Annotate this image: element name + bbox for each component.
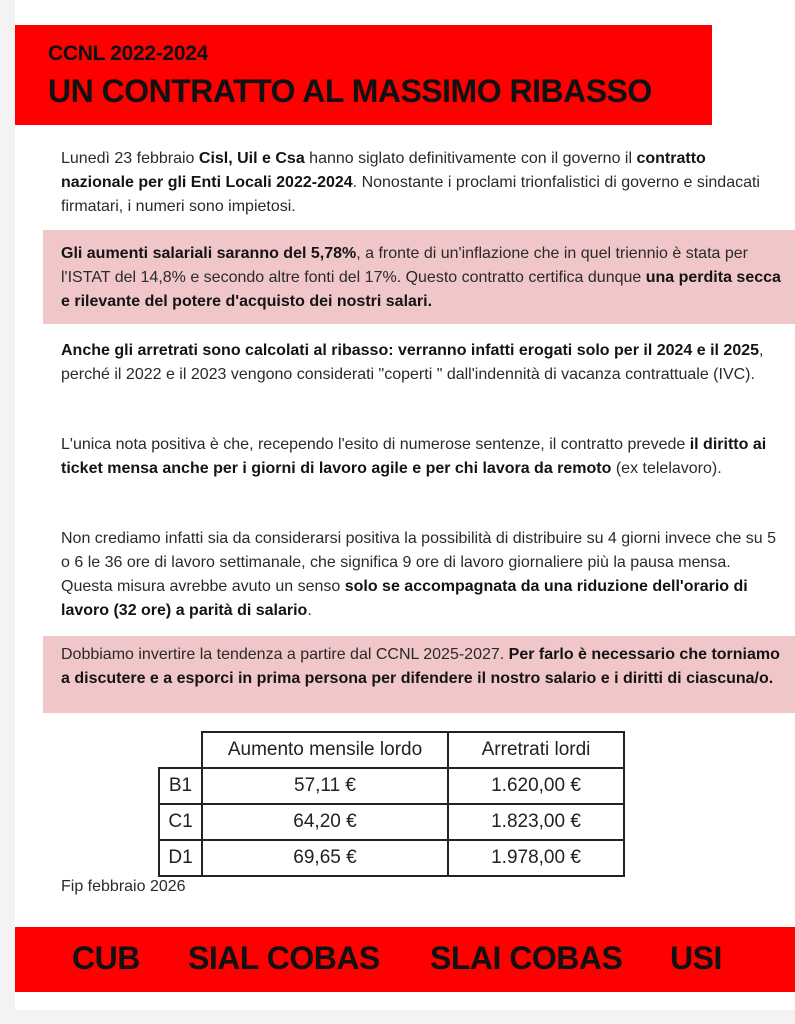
text: Non crediamo infatti sia da considerarsi positiva la possibilità di distribuire su 4 giorni invece che su 5 o 6 le 36 ore di lavoro settimanale, che significa 9 ore di lavoro giornaliere più la pausa mensa. Questa misura avrebbe avuto un senso — [61, 530, 777, 595]
bold-text: solo se accompagnata da una riduzione dell'orario di lavoro (32 ore) a parità di salario — [61, 578, 748, 619]
paragraph-call-to-action — [61, 643, 781, 691]
unions-banner — [15, 927, 795, 992]
table-row — [159, 804, 624, 840]
row-level: B1 — [159, 768, 202, 804]
text: hanno siglato definitivamente con il governo il — [304, 150, 637, 167]
bold-text: contratto nazionale per gli Enti Locali 2022-2024 — [61, 150, 706, 191]
paragraph-arrears — [61, 339, 781, 387]
bold-text: Cisl, Uil e Csa — [198, 150, 305, 167]
monthly-value: 69,65 € — [202, 840, 448, 876]
text: , perché il 2022 e il 2023 vengono considerati "coperti " dall'indennità di vacanza contrattuale (IVC). — [61, 342, 764, 383]
monthly-value: 57,11 € — [202, 768, 448, 804]
bold-text: Anche gli arretrati sono calcolati al ribasso: verranno infatti erogati solo per il 2024 e il 2025 — [61, 342, 760, 359]
text: Dobbiamo invertire la tendenza a partire dal CCNL 2025-2027. — [61, 646, 509, 663]
row-level: C1 — [159, 804, 202, 840]
union-slai-cobas: SLAI COBAS — [430, 940, 623, 976]
text: . — [307, 602, 312, 619]
signature-date: Fip febbraio 2026 — [61, 878, 186, 895]
paragraph-intro — [61, 147, 781, 219]
table-row — [159, 768, 624, 804]
text: , a fronte di un'inflazione che in quel triennio è stata per l'ISTAT del 14,8% e secondo altre fonti del 17%. Questo contratto certifica dunque — [61, 245, 748, 286]
paragraph-raises — [61, 242, 781, 314]
bold-text: Gli aumenti salariali saranno del 5,78% — [61, 245, 357, 262]
page-title: UN CONTRATTO AL MASSIMO RIBASSO — [48, 73, 652, 109]
contract-period: CCNL 2022-2024 — [48, 42, 209, 65]
table-row — [159, 840, 624, 876]
union-cub: CUB — [72, 940, 140, 976]
bold-text: Per farlo è necessario che torniamo a discutere e a esporci in prima persona per difendere il nostro salario e i diritti di ciascuna/o. — [61, 646, 780, 687]
arrears-value: 1.823,00 € — [448, 804, 624, 840]
paragraph-working-hours — [61, 527, 781, 623]
table-corner — [159, 732, 202, 768]
text: . Nonostante i proclami trionfalistici di governo e sindacati firmatari, i numeri sono impietosi. — [61, 174, 760, 215]
salary-table — [158, 731, 625, 877]
monthly-value: 64,20 € — [202, 804, 448, 840]
column-header-monthly: Aumento mensile lordo — [202, 732, 448, 768]
bold-text: una perdita secca e rilevante del potere d'acquisto dei nostri salari. — [61, 269, 781, 310]
row-level: D1 — [159, 840, 202, 876]
arrears-value: 1.978,00 € — [448, 840, 624, 876]
title-banner — [15, 25, 712, 125]
bold-text: il diritto ai ticket mensa anche per i giorni di lavoro agile e per chi lavora da remoto — [61, 436, 767, 477]
text: (ex telelavoro). — [611, 460, 722, 477]
union-usi: USI — [670, 940, 722, 976]
text: Lunedì 23 febbraio — [61, 150, 199, 167]
text: L'unica nota positiva è che, recependo l'esito di numerose sentenze, il contratto prevede — [61, 436, 690, 453]
paragraph-meal-tickets — [61, 433, 781, 481]
table-header-row — [159, 732, 624, 768]
column-header-arrears: Arretrati lordi — [448, 732, 624, 768]
arrears-value: 1.620,00 € — [448, 768, 624, 804]
union-sial-cobas: SIAL COBAS — [188, 940, 380, 976]
